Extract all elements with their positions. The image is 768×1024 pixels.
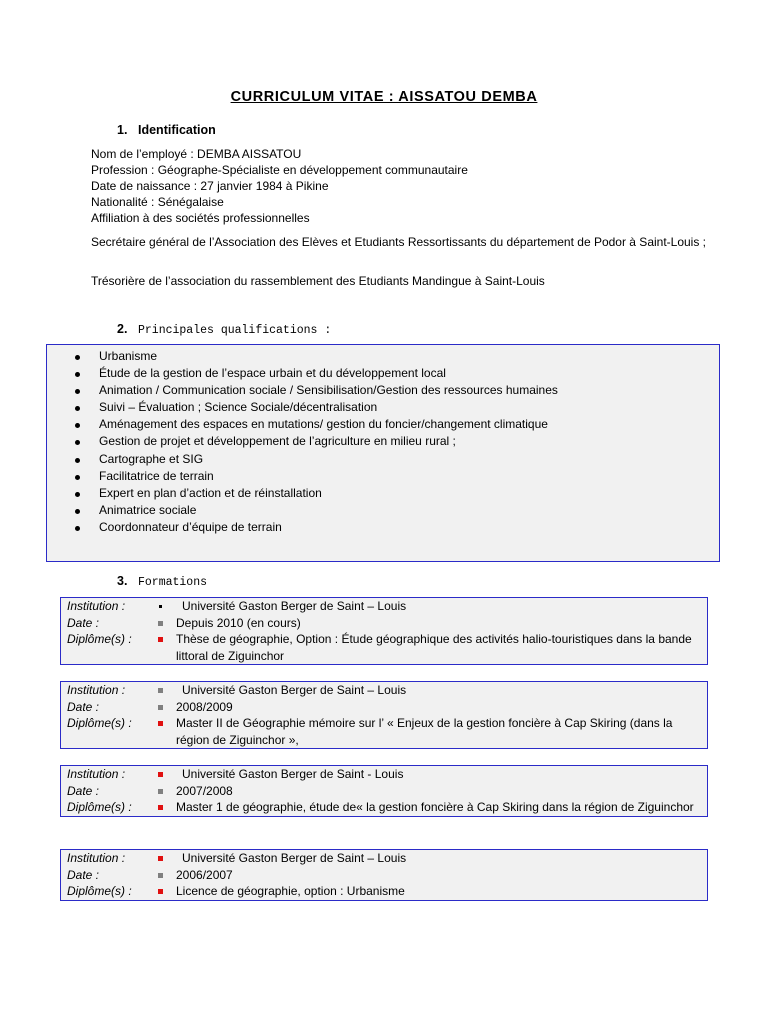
profession: Profession : Géographe-Spécialiste en développement communautaire [91,163,468,177]
formation-diplome-value: Master 1 de géographie, étude de« la gestion foncière à Cap Skiring dans la région de Ziguinchor [176,800,694,814]
formation-institution-value: Université Gaston Berger de Saint – Louis [182,851,407,865]
section-title: Principales qualifications : [138,324,332,337]
formation-box [60,849,708,901]
qualification-text: Étude de la gestion de l’espace urbain et du développement local [99,366,446,381]
formation-institution-value: Université Gaston Berger de Saint – Louis [182,599,407,613]
formation-label: Date : [67,699,100,714]
formation-row-diplome [61,799,707,816]
bullet-icon [75,423,80,428]
bullet-icon [75,475,80,480]
bullet-icon [75,509,80,514]
section-number: 2. [117,322,128,336]
formation-row-diplome [61,883,707,900]
square-bullet-icon [158,805,163,810]
formation-date-value: 2007/2008 [176,783,233,798]
formation-row-institution [61,598,707,615]
qualification-text: Animation / Communication sociale / Sensibilisation/Gestion des ressources humaines [99,383,558,398]
formation-row-date [61,783,707,800]
qualification-text: Expert en plan d’action et de réinstallation [99,485,322,500]
section-formations-heading [117,574,207,589]
formation-institution-value: Université Gaston Berger de Saint - Louis [182,767,404,781]
qualification-item [75,399,558,416]
section-number: 3. [117,574,128,588]
bullet-icon [75,492,80,497]
identification-details [91,146,468,226]
qualification-item [75,382,558,399]
formation-label: Diplôme(s) : [67,632,132,646]
formation-row-date [61,699,707,716]
formation-label: Diplôme(s) : [67,800,132,814]
bullet-icon [75,372,80,377]
square-bullet-icon [158,772,163,777]
square-bullet-icon [158,721,163,726]
formation-row-institution [61,850,707,867]
affiliation-paragraph-1: Secrétaire général de l’Association des Elèves et Etudiants Ressortissants du département de Podor à Saint-Louis ; [91,235,707,249]
formation-label: Diplôme(s) : [67,884,132,898]
qualification-text: Coordonnateur d’équipe de terrain [99,519,282,534]
formation-box [60,597,708,665]
bullet-icon [75,526,80,531]
affiliation-paragraph-2: Trésorière de l’association du rassemblement des Etudiants Mandingue à Saint-Louis [91,274,545,288]
formation-row-institution [61,766,707,783]
formation-row-diplome [61,631,707,664]
square-bullet-icon [158,856,163,861]
qualification-item [75,348,558,365]
bullet-icon [75,389,80,394]
qualification-text: Cartographe et SIG [99,451,204,466]
qualification-item [75,416,558,433]
qualification-text: Suivi – Évaluation ; Science Sociale/décentralisation [99,400,378,415]
qualification-text: Aménagement des espaces en mutations/ gestion du foncier/changement climatique [99,417,548,432]
section-title: Identification [138,123,216,137]
formation-date-value: 2006/2007 [176,867,233,882]
formation-box [60,765,708,817]
formation-diplome-value: Licence de géographie, option : Urbanisme [176,884,405,898]
bullet-icon [75,440,80,445]
formation-diplome-value: Master II de Géographie mémoire sur l’ « Enjeux de la gestion foncière à Cap Skiring (dans la région de Ziguinchor », [176,716,673,747]
formation-institution-value: Université Gaston Berger de Saint – Louis [182,683,407,697]
qualification-item [75,485,558,502]
square-bullet-icon [158,889,163,894]
qualification-item [75,451,558,468]
formation-diplome-value: Thèse de géographie, Option : Étude géographique des activités halio-touristiques dans la bande littoral de Ziguinchor [176,632,692,663]
qualification-text: Animatrice sociale [99,502,197,517]
bullet-icon [75,458,80,463]
formation-date-value: 2008/2009 [176,699,233,714]
qualification-item [75,433,558,450]
qualification-item [75,502,558,519]
formation-label: Institution : [67,683,126,697]
qualification-text: Facilitatrice de terrain [99,468,214,483]
square-bullet-icon [158,621,163,626]
qualification-item [75,468,558,485]
section-title: Formations [138,576,208,589]
cv-title: CURRICULUM VITAE : AISSATOU DEMBA [230,89,538,105]
square-bullet-icon [158,873,163,878]
affiliation: Affiliation à des sociétés professionnelles [91,211,310,225]
formation-box [60,681,708,749]
qualifications-box [46,344,720,562]
qualification-text: Urbanisme [99,349,158,363]
square-bullet-icon [158,637,163,642]
formation-label: Institution : [67,767,126,781]
formation-row-date [61,867,707,884]
formation-label: Date : [67,615,100,630]
formation-row-date [61,615,707,632]
nationality: Nationalité : Sénégalaise [91,195,224,209]
employee-name: Nom de l’employé : DEMBA AISSATOU [91,147,302,161]
formation-label: Date : [67,783,100,798]
formation-label: Date : [67,867,100,882]
square-bullet-icon [159,605,162,608]
section-number: 1. [117,123,128,137]
qualification-text: Gestion de projet et développement de l’agriculture en milieu rural ; [99,434,456,449]
formation-label: Diplôme(s) : [67,716,132,730]
square-bullet-icon [158,789,163,794]
square-bullet-icon [158,688,163,693]
qualification-item [75,365,558,382]
formation-row-institution [61,682,707,699]
birth-date: Date de naissance : 27 janvier 1984 à Pikine [91,179,329,193]
qualifications-list [75,348,558,536]
qualification-item [75,519,558,536]
bullet-icon [75,355,80,360]
formation-row-diplome [61,715,707,748]
square-bullet-icon [158,705,163,710]
formation-label: Institution : [67,851,126,865]
section-qualifications-heading [117,322,331,337]
bullet-icon [75,406,80,411]
formation-date-value: Depuis 2010 (en cours) [176,615,301,630]
section-identification-heading [117,123,216,137]
formation-label: Institution : [67,599,126,613]
